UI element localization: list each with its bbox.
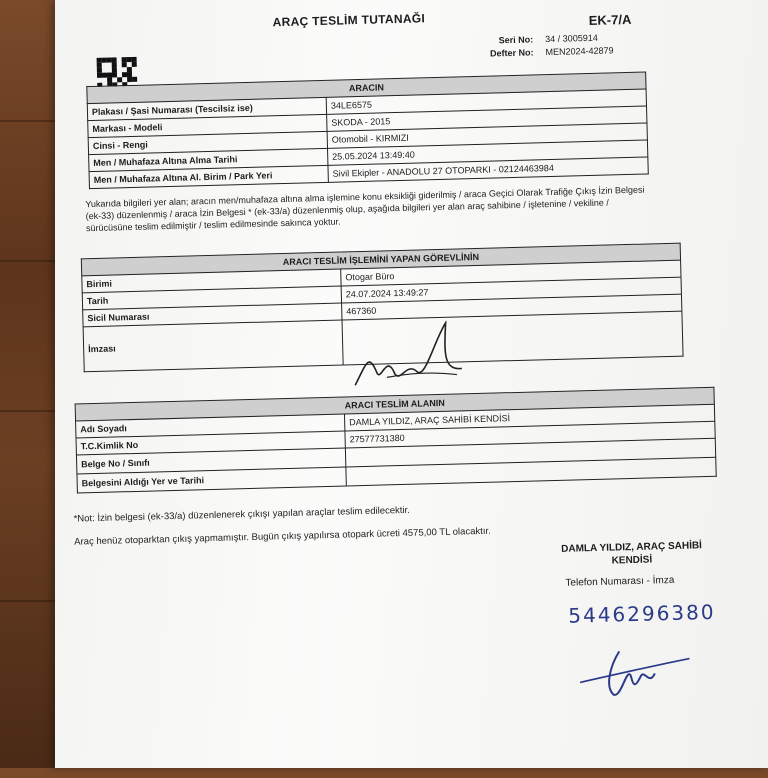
receiver-signature-icon <box>574 644 695 702</box>
vehicle-table <box>86 71 649 189</box>
note-parking-fee: Araç henüz otoparktan çıkış yapmamıştır. Bugün çıkış yapılırsa otopark ücreti 4575,00 TL olacaktır. <box>74 525 491 548</box>
registry-value: 467360 <box>342 294 682 320</box>
handwritten-phone: 5446296380 <box>568 599 716 628</box>
id-number-label: T.C.Kimlik No <box>76 431 345 455</box>
document-title: ARAÇ TESLİM TUTANAĞI <box>272 11 426 30</box>
form-number: EK-7/A <box>588 11 632 28</box>
officer-heading: ARACI TESLİM İŞLEMİNİ YAPAN GÖREVLİNİN <box>81 243 680 276</box>
make-label: Markası - Modeli <box>88 114 327 137</box>
license-origin-label: Belgesini Aldığı Yer ve Tarihi <box>77 467 346 493</box>
note-permit: *Not: İzin belgesi (ek-33/a) düzenlenerek çıkışı yapılan araçlar teslim edilecektir. <box>73 504 411 525</box>
date-label: Tarih <box>82 286 341 310</box>
unit-label: Birimi <box>82 269 341 293</box>
fullname-label: Adı Soyadı <box>76 414 345 438</box>
vehicle-heading: ARACIN <box>87 72 646 104</box>
registry-label: Sicil Numarası <box>83 303 342 327</box>
release-paragraph: Yukarıda bilgileri yer alan; aracın men/muhafaza altına alma işlemine konu eksikliği giderilmiş / araca Geçici Olarak Trafiğe Çıkış İzin Belgesi (ek-33) düzenlenmiş / araca İzin Belgesi * (ek-33/a) düzenlenmiş olup, aşağıda bilgileri yer alan araç sahibine / işletenine / vekiline / sürücüsüne teslim edilmiştir / teslim edilmesinde sakınca yoktur. <box>85 184 645 234</box>
receiver-name-line1: DAMLA YILDIZ, ARAÇ SAHİBİ <box>561 540 703 555</box>
officer-signature-icon <box>346 320 468 393</box>
type-value: Otomobil - KIRMIZI <box>327 123 647 148</box>
id-number-value: 27577731380 <box>345 421 715 448</box>
serial-number: Seri No: 34 / 3005914 <box>498 32 598 46</box>
plate-value: 34LE6575 <box>326 89 646 114</box>
unit-value: Otogar Büro <box>341 260 681 286</box>
signature-label: İmzası <box>83 320 343 372</box>
impound-place-value: Sivil Ekipler - ANADOLU 27 OTOPARKI - 02124463984 <box>328 157 648 182</box>
make-value: SKODA - 2015 <box>327 106 647 131</box>
date-value: 24.07.2024 13:49:27 <box>341 277 681 303</box>
impound-date-label: Men / Muhafaza Altına Alma Tarihi <box>89 148 328 171</box>
license-label: Belge No / Sınıfı <box>76 448 345 474</box>
phone-signature-caption: Telefon Numarası - İmza <box>565 574 675 589</box>
fullname-value: DAMLA YILDIZ, ARAÇ SAHİBİ KENDİSİ <box>344 404 714 431</box>
impound-place-label: Men / Muhafaza Altına Al. Birim / Park Yeri <box>89 165 328 188</box>
plate-label: Plakası / Şasi Numarası (Tescilsiz ise) <box>87 97 326 120</box>
receiver-heading: ARACI TESLİM ALANIN <box>75 387 714 421</box>
impound-date-value: 25.05.2024 13:49:40 <box>328 140 648 165</box>
receiver-table <box>75 387 717 494</box>
ledger-number: Defter No: MEN2024-42879 <box>489 45 614 59</box>
receiver-name-line2: KENDİSİ <box>611 554 653 567</box>
type-label: Cinsi - Rengi <box>88 131 327 154</box>
